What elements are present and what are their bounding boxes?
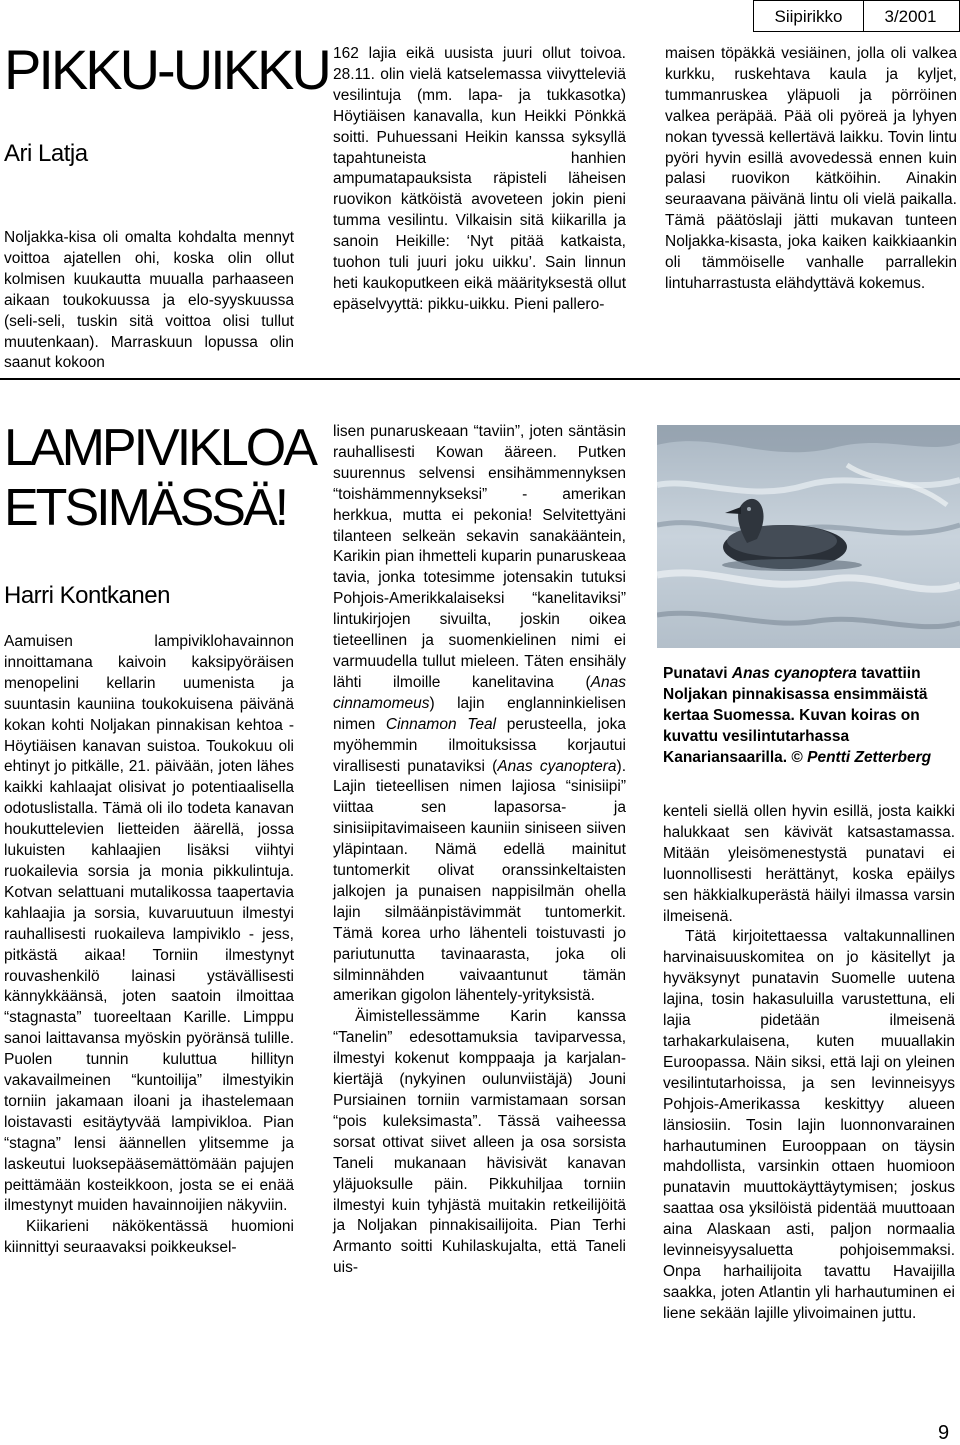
issue-number: 3/2001 <box>862 0 960 32</box>
section-divider <box>0 378 960 380</box>
article1-title: PIKKU-UIKKU <box>4 38 329 101</box>
article1-column-1 <box>4 228 294 374</box>
article2-col3-paragraph: kenteli siellä ollen hyvin esillä, josta kaikki halukkaat sen kävivät katsastamassa. Mitään yleisömenestystä punatavi ei luonnollisesti herättänyt, koska epäilys sen häkkialkuperästä häilyi ilmassa varsin ilmeisenä. <box>663 803 955 925</box>
article2-col2-paragraph <box>333 422 626 1007</box>
article2-author: Harri Kontkanen <box>4 582 170 609</box>
scientific-name: Anas cinnamomeus <box>333 673 626 712</box>
article2-title-line1: LAMPIVIKLOA <box>4 419 315 477</box>
text-run: tavattiin Noljakan pinnakisassa ensimmäistä kertaa Suomessa. Kuvan koiras on kuvattu vesilintutarhassa Kanariansaarilla. © <box>663 665 928 766</box>
scientific-name: Anas cyanoptera <box>497 757 617 775</box>
photo-credit: Pentti Zetterberg <box>807 748 932 766</box>
text-run: lisen punaruskeaan “taviin”, joten säntäsin rauhallisesti Kowan ääreen. Putken suurennus selvensi ensihämmennyksen “toishämmennykseksi” - amerikan herkkua, mutta ei pekonia! Selvitettyäni tilanteen selkeän sekavin sanakääntein, Karikin pian ihmetteli kuparin punaruskeaa tavia, jonka totesimme jotensakin tutuksi Pohjois-Amerikkalaiseksi “kanelitaviksi” lintukirjojen sivuilta, joskin oikea tieteellinen ja suomenkielinen nimi ei varmuudella tullut mieleen. Täten ensihäly lähti ilmoille kanelitavina ( <box>333 423 626 691</box>
magazine-name: Siipirikko <box>753 0 864 32</box>
article2-col2-paragraph: Äimistellessämme Karin kanssa “Tanelin” edesottamuksia taviparvessa, ilmestyi kokenut komppaaja ja karjalan-kiertäjä (nykyinen oulunviistäjä) Jouni Pursiainen torniin varmistamaan sorsan “pois kuleksimasta”. Tässä vaiheessa sorsat ottivat siivet alleen ja osa sorsista Taneli mukanaan hävisivät kanavan yläjuoksulle päin. Pikkuhiljaa torniin ilmestyi kuin tyhjästä muitakin retkeilijöitä ja Noljakan pinnakisailijoita. Pian Terhi Armanto soitti Kuhilaskujalta, että Taneli uis- <box>333 1008 626 1277</box>
article2-column-3 <box>663 802 955 1325</box>
article1-col2-text: 162 lajia eikä uusista juuri ollut toivoa. 28.11. olin vielä katselemassa viivytteleviä vesilintuja (mm. lapa- ja tukkasotka) Höytiäisen kanavalla, kun Heikki Pönkkä soitti. Puhuessani Heikin kanssa syksyllä tapahtuneista hanhien ampumatapauksista räpisteli läheisen ruovikon kätköistä avoveteen jokin pieni tumma vesilintu. Vilkaisin sitä kiikarilla ja sanoin Heikille: ‘Nyt pitää katkaista, tuohon tuli juuri joku uikku’. Sain linnun heti kaukoputkeen eikä määrityksestä ollut epäselvyyttä: pikku-uikku. Pieni pallero- <box>333 45 626 313</box>
duck-on-water-photo-icon <box>657 425 960 648</box>
article1-col1-text: Noljakka-kisa oli omalta kohdalta mennyt voittoa ajatellen ohi, koska olin ollut kolmisen kuukautta muualla parhaaseen aikaan toukokuussa ja elo-syyskuussa (seli-seli, tuskin sitä voittoa olisi tullut muutenkaan). Marraskuun lopussa olin saanut kokoon <box>4 229 294 372</box>
article1-col3-text: maisen töpäkkä vesiäinen, jolla oli valkea kurkku, ruskehtava kaula ja kyljet, tummanruskea yläpuoli ja pörröinen valkea peräpää. Pää oli pyöreä ja lyhyen nokan tyvessä kellertävä laikku. Tovin lintu pyöri hyvin esillä avovedessä ennen kuin palasi ruovikon kätköihin. Ainakin seuraavana päivänä lintu oli vielä paikalla. Tämä päätöslaji jätti mukavan tunteen Noljakka-kisasta, joka kaiken kaikkiaankin oli tämmöiselle vanhalle parrallekin lintuharrastusta elähdyttävä kokemus. <box>665 45 957 292</box>
article2-column-2 <box>333 422 626 1279</box>
article2-col1-paragraph: Kiikarieni näkökentässä huomioni kiinnittyi seuraavaksi poikkeuksel- <box>4 1218 294 1257</box>
article1-column-3 <box>665 44 957 295</box>
article2-col1-paragraph: Aamuisen lampiviklohavainnon innoittamana kaivoin kaksipyöräisen menopelini kellarin uumenista ja suuntasin kauniina toukokuisena päivänä kokan kohti Noljakan pinnakisan kehtoa - Höytiäisen kanavan suistoa. Toukokuu oli ehtinyt jo pitkälle, 21. päivään, joten lähes kaikki kahlaajat olisivat jo potentiaalisella odotuslistalla. Tämä oli ilo todeta kanavan houkuttelevien lietteiden äärellä, jossa lukuisten kahlaajien lisäksi viihtyi ruokailevia sorsia ja monia pikkulintuja. Kotvan selattuani mutalikossa taapertavia kahlaajia ja sorsia, kuvaruutuun ilmestyi rauhallisesti ruokaileva lampiviklo - jess, pitkästä aikaa! Torniin ilmestynyt rouvashenkilö lainasi ystävällisesti kännykkäänsä, joten saatoin ilmoittaa “stagnasta” tuoreeltaan Karille. Limppu sanoi laittavansa myöskin pyöränsä tulille. Puolen tunnin kuluttua hillityn vakavailmeinen “kuntoilija” ilmestyikin torniin jakamaan iloani ja ihastelemaan loistavasti esitäytyvää lampivikloa. Pian “stagna” lensi äännellen ylitsemme ja laskeutui luoksepääsemättömään pajujen peittämään kosteikkoon, josta se ei enää ilmestynyt muiden havainnoijien näkyviin. <box>4 633 294 1215</box>
text-run: ) lajin englanninkielisen nimen <box>333 694 626 733</box>
english-name: Cinnamon Teal <box>385 715 497 733</box>
text-run: Punatavi <box>663 665 732 682</box>
article1-column-2 <box>333 44 626 316</box>
article2-title <box>4 418 315 538</box>
duck-photo <box>657 425 960 648</box>
article2-col3-paragraph: Tätä kirjoitettaessa valtakunnallinen harvinaisuuskomitea on jo käsitellyt ja hyväksynyt punatavin Suomelle uutena lajina, tosin hakasuluilla varustettuna, eli lajia pidetään ilmeisenä tarhakarkulaisena, kuten muuallakin Euroopassa. Näin siksi, että laji on yleinen vesilintutarhoissa, ja sen levinneisyys Pohjois-Amerikassa keskittyy alueen länsiosiin. Tosin lajin luonnonvarainen harhautuminen Eurooppaan on täysin mahdollista, varsinkin ottaen huomioon punatavin muuttokäyttäytymisen; joskus saattaa osa yksilöistä pidentää muuttoaan aina Alaskaan asti, paljon normaalia levinneisyysaluetta pohjoisemmaksi. Onpa harhailijoita tavattu Havaijilla saakka, joten Atlantin yli harhautuminen ei liene sekään lajille ylivoimainen juttu. <box>663 928 955 1322</box>
article2-column-1 <box>4 632 294 1259</box>
scientific-name: Anas cyanoptera <box>731 665 857 682</box>
text-run: ). Lajin tieteellisen nimen lajiosa “sinisiipi” viittaa sen lapasorsa- ja sinisiipitavimaiseen kauniin siniseen siiven yläpintaan. Nämä edellä mainitut tuntomerkit olivat oranssinkeltaisten jalkojen ja punaisen nappisilmän ohella lajin silmäänpistävimmät tuntomerkit. Tämä korea urho lähenteli toistuvasti jo pariutunutta tavinaarasta, joka oli silminnähden vaivaantunut tämän amerikan gigolon lähentely-yrityksistä. <box>333 757 627 1005</box>
page-number: 9 <box>938 1422 950 1444</box>
photo-caption <box>663 664 955 769</box>
article1-author: Ari Latja <box>4 140 88 167</box>
article2-title-line2: ETSIMÄSSÄ! <box>4 479 287 537</box>
text-run: perusteella, joka myöhemmin ilmoituksissa korjautui virallisesti punataviksi ( <box>333 715 626 775</box>
